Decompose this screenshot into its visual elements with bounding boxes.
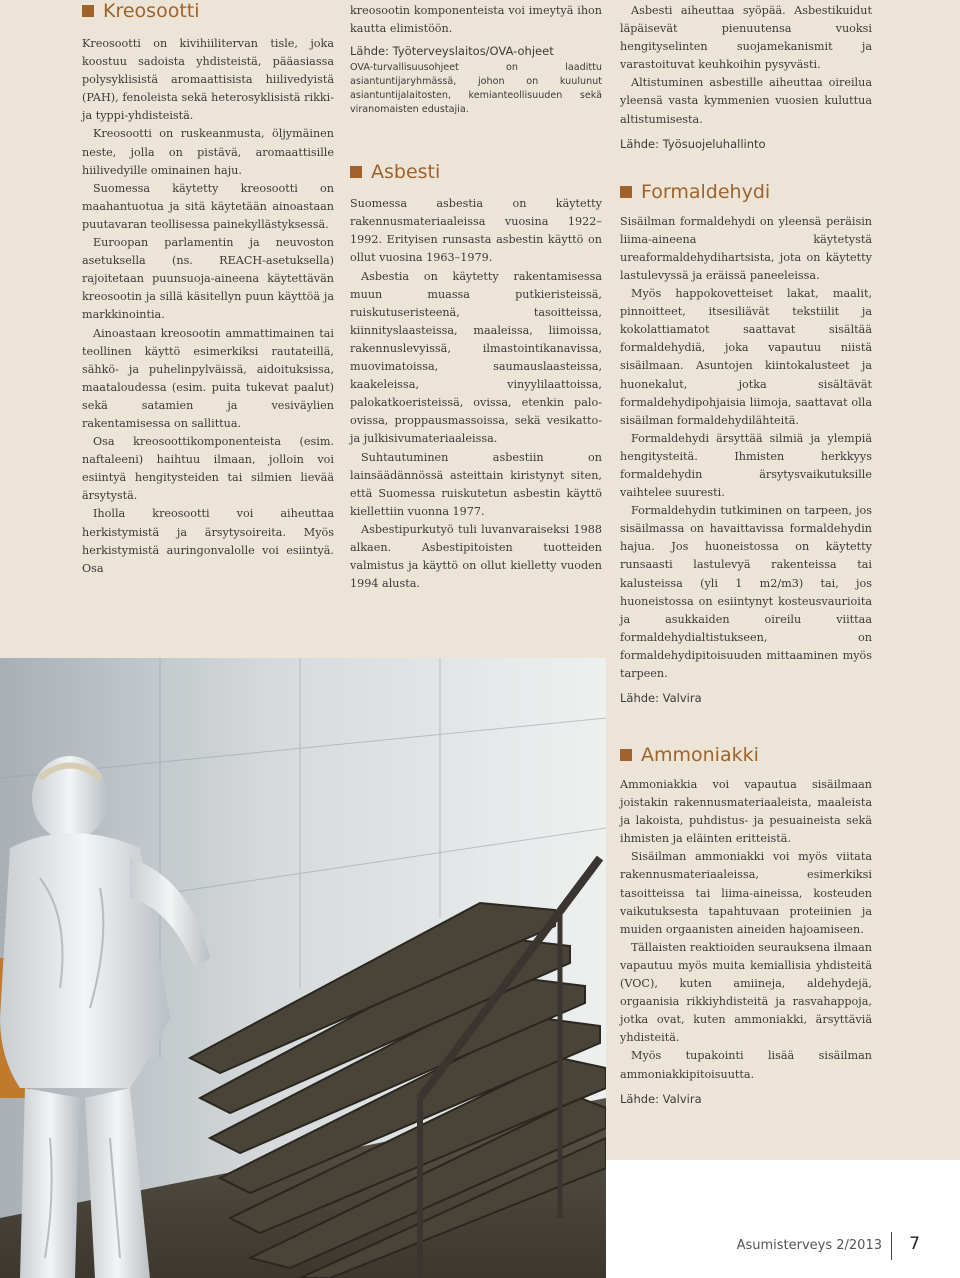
asbesti-paragraph: Suomessa asbestia on käytetty rakennusmateriaaleissa vuosina 1922–1992. Erityisen runsasta asbestin käyttö on ollut vuosina 1963–1979.: [350, 197, 602, 265]
worker-stairs-photo: [0, 658, 606, 1278]
asbesti-paragraph: Altistuminen asbestille aiheuttaa oireilua yleensä vasta kymmenien vuosien kuluttua altistumisesta.: [620, 76, 872, 126]
kreosootti-heading: Kreosootti: [82, 0, 334, 22]
ammoniakki-source: Lähde: Valvira: [620, 1091, 702, 1106]
page-footer: [720, 1232, 920, 1262]
kreosootti-paragraph: Iholla kreosootti voi aiheuttaa herkistymistä ja ärsytysoireita. Myös herkistymistä auringonvalolle voi esiintyä. Osa: [82, 507, 334, 575]
asbesti-paragraph: Asbesti aiheuttaa syöpää. Asbestikuidut läpäisevät pienuutensa vuoksi hengityselinten suojamekanismit ja varastoituvat keuhkoihin pysyvästi.: [620, 4, 872, 72]
asbesti-column: [350, 0, 602, 593]
heading-square-icon: [620, 186, 632, 198]
ammoniakki-paragraph: Ammoniakkia voi vapautua sisäilmaan joistakin rakennusmateriaaleista, maaleista ja lakoista, puhdistus- ja pesuaineista sekä ihmisten ja eläinten eritteistä.: [620, 778, 872, 846]
formaldehydi-column: [620, 0, 872, 705]
formaldehydi-paragraph: Formaldehydin tutkiminen on tarpeen, jos sisäilmassa on havaittavissa formaldehydin hajua. Jos huoneistossa on käytetty runsaasti lastulevyä rakenteissa tai kalusteissa (yli 1 m2/m3) tai, jos huoneistossa on esiintynyt kosteusvaurioita ja asukkaiden oireilu viittaa formaldehydialtistukseen, on formaldehydipitoisuuden mittaaminen myös tarpeen.: [620, 504, 872, 680]
formaldehydi-source: Lähde: Valvira: [620, 691, 702, 706]
formaldehydi-paragraph: Sisäilman formaldehydi on yleensä peräisin liima-aineena käytetystä ureaformaldehydihartsista, jota on käytetty lastulevyssä ja eräissä paneeleissa.: [620, 214, 872, 282]
kreosootti-paragraph: Kreosootti on ruskeanmusta, öljymäinen neste, jolla on pistävä, aromaattisille hiilivedyille ominainen haju.: [82, 127, 334, 177]
kreosootti-paragraph: Kreosootti on kivihiilitervan tisle, joka koostuu sadoista yhdisteistä, pääasiassa polysyklisistä aromaattisista hiilivedyistä (PAH), fenoleista sekä heterosyklisistä rikki- ja typpi-yhdisteistä.: [82, 37, 334, 123]
kreosootti-paragraph: Ainoastaan kreosootin ammattimainen tai teollinen käyttö esimerkiksi rautateillä, sähkö- ja puhelinpylväissä, aidoituksissa, maataloudessa (esim. puita tukevat paalut) sekä satamien ja vesiväylien rakentamisessa on sallittua.: [82, 326, 334, 430]
asbesti-heading: Asbesti: [350, 161, 602, 183]
ammoniakki-heading: Ammoniakki: [620, 744, 872, 766]
ammoniakki-paragraph: Sisäilman ammoniakki voi myös viitata rakennusmateriaaleissa, esimerkiksi tasoitteissa tai liima-aineissa, kosteuden vaikutuksesta tapahtuvaan proteiinien ja muiden orgaanisten aineiden hajoamiseen.: [620, 850, 872, 936]
kreosootti-section: [82, 0, 334, 578]
footer-divider: [891, 1232, 892, 1260]
page-number: 7: [909, 1234, 920, 1254]
ammoniakki-paragraph: Tällaisten reaktioiden seurauksena ilmaan vapautuu myös muita kemiallisia yhdisteitä (VOC), kuten amiineja, aldehydejä, orgaanisia rikkiyhdisteitä ja rasvahappoja, jotka ovat, kuten ammoniakki, ärsyttäviä yhdisteitä.: [620, 940, 872, 1045]
kreosootti-source-text: OVA-turvallisuusohjeet on laadittu asiantuntijaryhmässä, johon on kuulunut asiantuntijalaitosten, kemianteollisuuden sekä viranomaisten edustajia.: [350, 62, 602, 116]
ammoniakki-paragraph: Myös tupakointi lisää sisäilman ammoniakkipitoisuutta.: [620, 1049, 872, 1081]
asbesti-paragraph: Asbestia on käytetty rakentamisessa muun muassa putkieristeissä, ruiskutuseristeenä, tasoitteissa, kiinnityslaasteissa, maaleissa, liimoissa, rakennuslevyissä, ilmastointikanavissa, muovimatoissa, saumauslaasteissa, kaakeleissa, vinyylilaattoissa, palokatkoeristeissä, ovissa, etenkin palo-ovissa, proppausmassoissa, sekä vesikatto- ja julkisivumateriaaleissa.: [350, 269, 602, 446]
heading-square-icon: [82, 5, 94, 17]
kreosootti-source-title: Lähde: Työterveyslaitos/OVA-ohjeet: [350, 44, 554, 59]
formaldehydi-heading: Formaldehydi: [620, 181, 872, 203]
kreosootti-paragraph: Suomessa käytetty kreosootti on maahantuotua ja sitä käytetään ainoastaan puutavaran teollisessa painekyllästyksessä.: [82, 181, 334, 231]
asbesti-source: Lähde: Työsuojeluhallinto: [620, 136, 766, 151]
formaldehydi-paragraph: Myös happokovetteiset lakat, maalit, pinnoitteet, itsesiliävät tekstiilit ja kokolattiamatot saattavat sisältää formaldehydiä, joka vapautuu niistä sisäilmaan. Asuntojen kiintokalusteet ja huonekalut, jotka sisältävät formaldehydipohjaisia liimoja, saattavat olla sisäilman formaldehydilähteitä.: [620, 287, 872, 427]
heading-square-icon: [620, 749, 632, 761]
kreosootti-paragraph: Euroopan parlamentin ja neuvoston asetuksella (ns. REACH-asetuksella) rajoitetaan puunsuoja-aineena käytettävän kreosootin ja sillä käsitellyn puun käyttöä ja markkinointia.: [82, 236, 334, 322]
kreosootti-continuation: kreosootin komponenteista voi imeytyä ihon kautta elimistöön.: [350, 4, 602, 36]
asbesti-paragraph: Suhtautuminen asbestiin on lainsäädännössä asteittain kiristynyt siten, että Suomessa ruiskutetun asbestin käyttö kiellettiin vuonna 1977.: [350, 450, 602, 518]
formaldehydi-paragraph: Formaldehydi ärsyttää silmiä ja ylempiä hengitysteitä. Ihmisten herkkyys formaldehydin ärsytysvaikutuksille vaihtelee suuresti.: [620, 431, 872, 500]
kreosootti-paragraph: Osa kreosoottikomponenteista (esim. naftaleeni) haihtuu ilmaan, jolloin voi esiintyä hengitysteiden tai silmien lievää ärsytystä.: [82, 435, 334, 503]
heading-square-icon: [350, 166, 362, 178]
asbesti-paragraph: Asbestipurkutyö tuli luvanvaraiseksi 1988 alkaen. Asbestipitoisten tuotteiden valmistus ja käyttö on ollut kielletty vuoden 1994 alusta.: [350, 522, 602, 591]
photo-illustration: [0, 658, 606, 1278]
ammoniakki-section: [620, 744, 872, 1106]
magazine-name: Asumisterveys 2/2013: [736, 1238, 882, 1253]
